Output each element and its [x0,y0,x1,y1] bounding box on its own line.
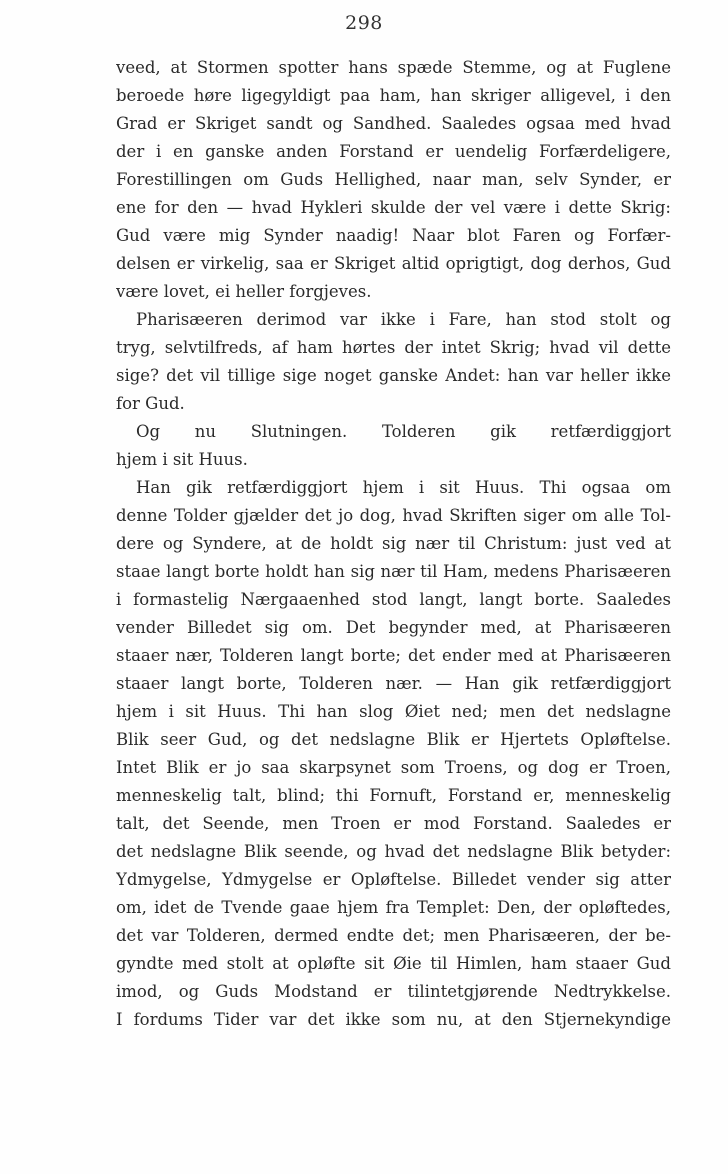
text-line: Ydmygelse, Ydmygelse er Opløftelse. Billedet vender sig atter [116,870,671,889]
page-number: 298 [345,12,383,34]
text-line: ene for den — hvad Hykleri skulde der vel være i dette Skrig: [116,198,671,217]
text-line: gyndte med stolt at opløfte sit Øie til Himlen, ham staaer Gud [116,954,671,973]
text-line: hjem i sit Huus. [116,450,248,469]
text-line: Han gik retfærdiggjort hjem i sit Huus. Thi ogsaa om [136,478,671,497]
text-line: Gud være mig Synder naadig! Naar blot Faren og Forfær- [116,226,671,245]
text-line: denne Tolder gjælder det jo dog, hvad Skriften siger om alle Tol- [116,506,671,525]
paragraph [116,474,671,1034]
paragraph [116,54,671,306]
text-line: beroede høre ligegyldigt paa ham, han skriger alligevel, i den [116,86,671,105]
text-line: for Gud. [116,394,185,413]
text-line: dere og Syndere, at de holdt sig nær til Christum: just ved at [116,534,671,553]
text-line: Blik seer Gud, og det nedslagne Blik er Hjertets Opløftelse. [116,730,671,749]
text-line: staaer langt borte, Tolderen nær. — Han gik retfærdiggjort [116,674,671,693]
text-line: Grad er Skriget sandt og Sandhed. Saaledes ogsaa med hvad [116,114,671,133]
body-text [116,54,671,1034]
text-line: det var Tolderen, dermed endte det; men Pharisæeren, der be- [116,926,671,945]
paragraph [116,306,671,418]
paragraph [116,418,671,474]
text-line: staae langt borte holdt han sig nær til Ham, medens Pharisæeren [116,562,671,581]
text-line: være lovet, ei heller forgjeves. [116,282,372,301]
text-line: Forestillingen om Guds Hellighed, naar man, selv Synder, er [116,170,671,189]
text-line: sige? det vil tillige sige noget ganske Andet: han var heller ikke [116,366,671,385]
text-line: Pharisæeren derimod var ikke i Fare, han stod stolt og [136,310,671,329]
text-line: vender Billedet sig om. Det begynder med, at Pharisæeren [116,618,671,637]
text-line: veed, at Stormen spotter hans spæde Stemme, og at Fuglene [116,58,671,77]
text-line: talt, det Seende, men Troen er mod Forstand. Saaledes er [116,814,671,833]
text-line: det nedslagne Blik seende, og hvad det nedslagne Blik betyder: [116,842,671,861]
text-line: staaer nær, Tolderen langt borte; det ender med at Pharisæeren [116,646,671,665]
text-line: menneskelig talt, blind; thi Fornuft, Forstand er, menneskelig [116,786,671,805]
text-line: hjem i sit Huus. Thi han slog Øiet ned; men det nedslagne [116,702,671,721]
text-line: om, idet de Tvende gaae hjem fra Templet: Den, der opløftedes, [116,898,671,917]
text-line: imod, og Guds Modstand er tilintetgjørende Nedtrykkelse. [116,982,671,1001]
text-line: der i en ganske anden Forstand er uendelig Forfærdeligere, [116,142,671,161]
text-line: i formastelig Nærgaaenhed stod langt, langt borte. Saaledes [116,590,671,609]
text-line: tryg, selvtilfreds, af ham hørtes der intet Skrig; hvad vil dette [116,338,671,357]
text-line: delsen er virkelig, saa er Skriget altid oprigtigt, dog derhos, Gud [116,254,671,273]
text-line: Og nu Slutningen. Tolderen gik retfærdiggjort [136,422,671,441]
text-line: I fordums Tider var det ikke som nu, at den Stjernekyndige [116,1010,671,1029]
text-line: Intet Blik er jo saa skarpsynet som Troens, og dog er Troen, [116,758,671,777]
